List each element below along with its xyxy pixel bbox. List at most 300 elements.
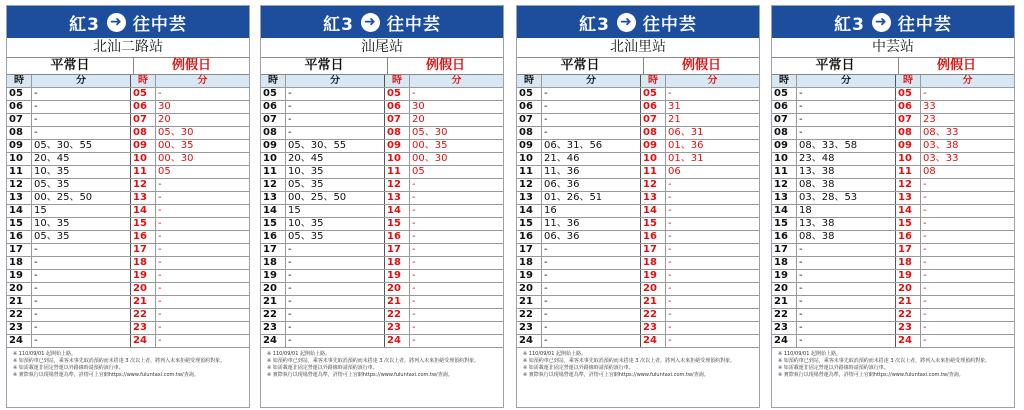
weekday-hour: 07 <box>772 114 797 127</box>
holiday-hour: 16 <box>641 231 666 244</box>
holiday-minutes: - <box>410 192 504 205</box>
schedule-row <box>261 309 503 322</box>
schedule-row <box>772 205 1014 218</box>
schedule-row <box>517 231 759 244</box>
notes-section <box>13 351 245 379</box>
holiday-minutes: 30 <box>156 101 250 114</box>
schedule-row <box>7 335 249 348</box>
holiday-hour: 12 <box>896 179 921 192</box>
schedule-row <box>261 140 503 153</box>
notes-section <box>523 351 755 379</box>
weekday-minutes: 13、38 <box>797 166 896 179</box>
holiday-hour: 11 <box>385 166 410 179</box>
holiday-minutes: - <box>156 205 250 218</box>
note-line: ※ 如預約車已到站，乘客未事先取消預約而未搭達 3 次以上者，將列入未來拒絕受理預約對象。 <box>778 358 991 364</box>
holiday-hour-header: 時 <box>385 75 410 88</box>
weekday-hour: 07 <box>517 114 542 127</box>
arrow-right-icon: ➜ <box>361 13 380 32</box>
schedule-row <box>772 309 1014 322</box>
weekday-minute-header: 分 <box>797 75 896 88</box>
holiday-hour: 17 <box>896 244 921 257</box>
holiday-minutes: - <box>156 296 250 309</box>
weekday-minutes: - <box>286 270 385 283</box>
holiday-hour: 10 <box>385 153 410 166</box>
schedule-row <box>517 205 759 218</box>
day-type-row <box>772 58 1014 75</box>
holiday-label: 例假日 <box>425 58 465 73</box>
note-line: ※ 如需載運非固定營運以外路線時請預約該行車。 <box>13 365 124 371</box>
holiday-hour: 13 <box>896 192 921 205</box>
route-direction: 往中芸 <box>642 14 697 35</box>
weekday-hour: 17 <box>261 244 286 257</box>
schedule-row <box>261 335 503 348</box>
weekday-minutes: - <box>286 335 385 348</box>
note-line: ※ 110/09/01 起開始上路。 <box>267 351 331 357</box>
holiday-minutes: - <box>666 257 760 270</box>
holiday-minutes: 23 <box>921 114 1015 127</box>
holiday-minutes: 05、30 <box>410 127 504 140</box>
weekday-minutes: 18 <box>797 205 896 218</box>
weekday-minutes: - <box>32 270 131 283</box>
weekday-minutes: - <box>32 244 131 257</box>
weekday-hour: 18 <box>517 257 542 270</box>
weekday-hour: 08 <box>261 127 286 140</box>
holiday-minute-header: 分 <box>921 75 1015 88</box>
schedule-row <box>261 283 503 296</box>
schedule-table <box>261 75 503 348</box>
note-line: ※ 如需載運非固定營運以外路線時請預約該行車。 <box>267 365 378 371</box>
weekday-hour: 24 <box>517 335 542 348</box>
holiday-hour: 17 <box>641 244 666 257</box>
holiday-minutes: - <box>410 309 504 322</box>
weekday-minutes: - <box>32 114 131 127</box>
holiday-minutes: - <box>666 296 760 309</box>
holiday-hour: 24 <box>896 335 921 348</box>
weekday-minutes: - <box>32 101 131 114</box>
note-line: ※ 110/09/01 起開始上路。 <box>778 351 842 357</box>
holiday-hour: 05 <box>641 88 666 101</box>
weekday-hour: 12 <box>261 179 286 192</box>
holiday-minutes: - <box>410 296 504 309</box>
schedule-row <box>261 101 503 114</box>
weekday-hour: 17 <box>7 244 32 257</box>
schedule-row <box>772 179 1014 192</box>
holiday-minutes: - <box>921 270 1015 283</box>
weekday-minutes: 08、38 <box>797 179 896 192</box>
route-direction: 往中芸 <box>386 14 441 35</box>
holiday-minutes: 00、35 <box>156 140 250 153</box>
holiday-minutes: - <box>921 335 1015 348</box>
holiday-hour-header: 時 <box>896 75 921 88</box>
schedule-row <box>772 283 1014 296</box>
holiday-minutes: - <box>666 322 760 335</box>
weekday-minutes: - <box>32 283 131 296</box>
weekday-hour: 13 <box>772 192 797 205</box>
holiday-hour: 19 <box>131 270 156 283</box>
holiday-hour: 15 <box>385 218 410 231</box>
schedule-table <box>517 75 759 348</box>
holiday-minutes: - <box>410 335 504 348</box>
holiday-minutes: - <box>410 179 504 192</box>
holiday-hour: 21 <box>385 296 410 309</box>
holiday-minutes: 00、30 <box>156 153 250 166</box>
weekday-minutes: - <box>797 127 896 140</box>
weekday-minutes: - <box>542 88 641 101</box>
schedule-row <box>261 296 503 309</box>
holiday-minutes: - <box>410 244 504 257</box>
weekday-minutes: - <box>32 127 131 140</box>
holiday-minutes: 05 <box>156 166 250 179</box>
weekday-minutes: - <box>797 244 896 257</box>
weekday-hour: 12 <box>7 179 32 192</box>
holiday-minutes: - <box>666 270 760 283</box>
schedule-row <box>7 257 249 270</box>
weekday-hour: 22 <box>517 309 542 322</box>
schedule-table <box>772 75 1014 348</box>
weekday-minutes: - <box>797 296 896 309</box>
holiday-minutes: - <box>921 192 1015 205</box>
weekday-hour: 11 <box>7 166 32 179</box>
holiday-hour: 22 <box>385 309 410 322</box>
holiday-hour: 06 <box>385 101 410 114</box>
holiday-minutes: - <box>666 283 760 296</box>
schedule-row <box>7 309 249 322</box>
weekday-hour: 06 <box>517 101 542 114</box>
weekday-minutes: 05、35 <box>286 179 385 192</box>
weekday-hour: 21 <box>7 296 32 309</box>
schedule-row <box>7 101 249 114</box>
holiday-minutes: 05、30 <box>156 127 250 140</box>
weekday-hour: 10 <box>261 153 286 166</box>
holiday-minutes: - <box>921 322 1015 335</box>
weekday-minutes: - <box>542 283 641 296</box>
holiday-hour: 11 <box>641 166 666 179</box>
holiday-minutes: - <box>666 231 760 244</box>
note-line: ※ 實際執行以現場營運為準，詳情可上官網https://www.fuluntaxi.com.tw/查詢。 <box>523 372 709 378</box>
holiday-minutes: - <box>666 88 760 101</box>
schedule-row <box>517 218 759 231</box>
weekday-hour: 10 <box>772 153 797 166</box>
schedule-table <box>7 75 249 348</box>
holiday-hour: 08 <box>385 127 410 140</box>
holiday-minutes: - <box>666 179 760 192</box>
column-header-row <box>261 75 503 88</box>
schedule-row <box>517 140 759 153</box>
station-name: 汕尾站 <box>261 38 503 58</box>
weekday-minutes: - <box>797 283 896 296</box>
schedule-row <box>517 114 759 127</box>
route-name: 紅3 <box>323 14 354 35</box>
holiday-hour: 07 <box>385 114 410 127</box>
holiday-hour-header: 時 <box>641 75 666 88</box>
weekday-hour: 20 <box>7 283 32 296</box>
weekday-minutes: 10、35 <box>32 218 131 231</box>
weekday-minutes: - <box>542 114 641 127</box>
schedule-row <box>261 88 503 101</box>
weekday-hour: 16 <box>261 231 286 244</box>
weekday-hour: 17 <box>772 244 797 257</box>
weekday-minutes: 16 <box>542 205 641 218</box>
schedule-row <box>772 166 1014 179</box>
holiday-hour: 19 <box>385 270 410 283</box>
weekday-hour: 12 <box>517 179 542 192</box>
day-type-row <box>261 58 503 75</box>
holiday-minutes: - <box>921 179 1015 192</box>
weekday-hour: 20 <box>261 283 286 296</box>
route-name: 紅3 <box>69 14 100 35</box>
holiday-minutes: - <box>156 231 250 244</box>
schedule-row <box>772 218 1014 231</box>
weekday-minutes: 10、35 <box>32 166 131 179</box>
weekday-hour: 14 <box>7 205 32 218</box>
schedule-row <box>7 205 249 218</box>
weekday-hour: 19 <box>261 270 286 283</box>
holiday-minutes: - <box>921 231 1015 244</box>
weekday-hour: 22 <box>261 309 286 322</box>
holiday-hour: 14 <box>385 205 410 218</box>
weekday-minutes: - <box>797 309 896 322</box>
holiday-minutes: - <box>156 88 250 101</box>
weekday-minutes: - <box>542 270 641 283</box>
timetable-panel <box>771 5 1015 408</box>
holiday-minutes: - <box>156 335 250 348</box>
weekday-minutes: - <box>32 88 131 101</box>
holiday-minutes: 20 <box>410 114 504 127</box>
holiday-minutes: - <box>921 205 1015 218</box>
schedule-row <box>772 153 1014 166</box>
weekday-minutes: 06、31、56 <box>542 140 641 153</box>
holiday-minutes: - <box>666 192 760 205</box>
holiday-hour: 13 <box>641 192 666 205</box>
weekday-hour: 14 <box>261 205 286 218</box>
schedule-row <box>772 322 1014 335</box>
holiday-hour: 11 <box>131 166 156 179</box>
weekday-hour: 05 <box>772 88 797 101</box>
notes-section <box>267 351 499 379</box>
schedule-row <box>517 192 759 205</box>
holiday-minutes: 21 <box>666 114 760 127</box>
holiday-hour: 23 <box>896 322 921 335</box>
weekday-minutes: - <box>286 322 385 335</box>
weekday-minutes: - <box>32 322 131 335</box>
holiday-hour: 12 <box>641 179 666 192</box>
schedule-row <box>261 127 503 140</box>
holiday-label: 例假日 <box>936 58 976 73</box>
schedule-row <box>7 322 249 335</box>
holiday-minutes: 00、30 <box>410 153 504 166</box>
weekday-minutes: 05、30、55 <box>286 140 385 153</box>
weekday-minutes: 06、36 <box>542 179 641 192</box>
arrow-right-icon: ➜ <box>107 13 126 32</box>
holiday-minutes: - <box>666 218 760 231</box>
weekday-minutes: - <box>286 296 385 309</box>
holiday-minutes: - <box>921 296 1015 309</box>
holiday-minutes: - <box>156 192 250 205</box>
holiday-minutes: 08、33 <box>921 127 1015 140</box>
schedule-row <box>261 153 503 166</box>
weekday-hour: 21 <box>261 296 286 309</box>
holiday-hour: 12 <box>131 179 156 192</box>
weekday-label: 平常日 <box>772 58 899 74</box>
weekday-hour: 07 <box>7 114 32 127</box>
route-header <box>772 6 1014 38</box>
weekday-hour: 18 <box>261 257 286 270</box>
holiday-minutes: 08 <box>921 166 1015 179</box>
holiday-hour: 07 <box>131 114 156 127</box>
weekday-hour: 14 <box>772 205 797 218</box>
weekday-minutes: - <box>286 309 385 322</box>
weekday-hour: 24 <box>772 335 797 348</box>
holiday-minutes: 30 <box>410 101 504 114</box>
holiday-label: 例假日 <box>171 58 211 73</box>
weekday-minutes: 00、25、50 <box>286 192 385 205</box>
route-name: 紅3 <box>579 14 610 35</box>
weekday-hour: 23 <box>261 322 286 335</box>
holiday-hour: 14 <box>131 205 156 218</box>
schedule-row <box>261 179 503 192</box>
route-header <box>517 6 759 38</box>
weekday-hour: 13 <box>517 192 542 205</box>
schedule-row <box>772 88 1014 101</box>
schedule-row <box>517 101 759 114</box>
holiday-label: 例假日 <box>681 58 721 73</box>
holiday-hour: 17 <box>131 244 156 257</box>
holiday-hour: 22 <box>896 309 921 322</box>
holiday-hour: 22 <box>131 309 156 322</box>
note-line: ※ 如預約車已到站，乘客未事先取消預約而未搭達 3 次以上者，將列入未來拒絕受理預約對象。 <box>267 358 480 364</box>
timetable-panel <box>6 5 250 408</box>
schedule-row <box>772 231 1014 244</box>
weekday-minutes: - <box>286 257 385 270</box>
weekday-hour-header: 時 <box>261 75 286 88</box>
weekday-hour: 15 <box>517 218 542 231</box>
holiday-minutes: - <box>156 244 250 257</box>
schedule-row <box>7 127 249 140</box>
weekday-hour: 05 <box>261 88 286 101</box>
weekday-minutes: - <box>542 296 641 309</box>
weekday-minutes: - <box>286 101 385 114</box>
holiday-hour: 10 <box>131 153 156 166</box>
holiday-minutes: - <box>921 257 1015 270</box>
holiday-minutes: - <box>156 283 250 296</box>
schedule-row <box>261 114 503 127</box>
weekday-hour: 24 <box>261 335 286 348</box>
weekday-minutes: - <box>542 101 641 114</box>
weekday-minutes: 08、38 <box>797 231 896 244</box>
holiday-minutes: - <box>410 270 504 283</box>
weekday-hour: 20 <box>772 283 797 296</box>
schedule-row <box>772 257 1014 270</box>
weekday-minutes: 15 <box>286 205 385 218</box>
weekday-minutes: 05、35 <box>32 231 131 244</box>
holiday-minutes: 00、35 <box>410 140 504 153</box>
weekday-minutes: - <box>286 244 385 257</box>
holiday-minutes: - <box>410 88 504 101</box>
schedule-row <box>7 179 249 192</box>
holiday-hour: 13 <box>131 192 156 205</box>
weekday-hour: 06 <box>261 101 286 114</box>
weekday-minute-header: 分 <box>542 75 641 88</box>
route-header <box>7 6 249 38</box>
timetable-panel <box>516 5 760 408</box>
schedule-row <box>7 218 249 231</box>
schedule-row <box>7 140 249 153</box>
weekday-hour: 19 <box>772 270 797 283</box>
note-line: ※ 如預約車已到站，乘客未事先取消預約而未搭達 3 次以上者，將列入未來拒絕受理預約對象。 <box>523 358 736 364</box>
weekday-minute-header: 分 <box>286 75 385 88</box>
weekday-hour: 11 <box>772 166 797 179</box>
holiday-hour: 09 <box>385 140 410 153</box>
schedule-row <box>517 127 759 140</box>
schedule-row <box>7 296 249 309</box>
weekday-minutes: 13、38 <box>797 218 896 231</box>
note-line: ※ 110/09/01 起開始上路。 <box>13 351 77 357</box>
note-line: ※ 如預約車已到站，乘客未事先取消預約而未搭達 3 次以上者，將列入未來拒絕受理預約對象。 <box>13 358 226 364</box>
weekday-hour: 18 <box>7 257 32 270</box>
weekday-hour: 21 <box>772 296 797 309</box>
weekday-minutes: - <box>32 335 131 348</box>
holiday-hour: 07 <box>896 114 921 127</box>
holiday-hour: 18 <box>385 257 410 270</box>
day-type-row <box>517 58 759 75</box>
holiday-hour: 24 <box>641 335 666 348</box>
holiday-hour: 19 <box>896 270 921 283</box>
schedule-row <box>261 231 503 244</box>
holiday-minutes: - <box>921 218 1015 231</box>
weekday-hour: 19 <box>7 270 32 283</box>
weekday-minutes: - <box>286 88 385 101</box>
holiday-minutes: - <box>666 309 760 322</box>
holiday-hour: 23 <box>385 322 410 335</box>
weekday-hour: 16 <box>7 231 32 244</box>
weekday-hour: 10 <box>7 153 32 166</box>
note-line: ※ 如需載運非固定營運以外路線時請預約該行車。 <box>778 365 889 371</box>
note-line: ※ 110/09/01 起開始上路。 <box>523 351 587 357</box>
holiday-hour: 06 <box>641 101 666 114</box>
weekday-hour: 08 <box>7 127 32 140</box>
schedule-row <box>261 270 503 283</box>
route-name: 紅3 <box>834 14 865 35</box>
holiday-hour: 20 <box>131 283 156 296</box>
holiday-hour: 21 <box>131 296 156 309</box>
weekday-minutes: - <box>542 127 641 140</box>
weekday-hour: 05 <box>7 88 32 101</box>
weekday-minutes: 06、36 <box>542 231 641 244</box>
holiday-hour: 23 <box>131 322 156 335</box>
holiday-minutes: - <box>666 335 760 348</box>
note-line: ※ 實際執行以現場營運為準，詳情可上官網https://www.fuluntaxi.com.tw/查詢。 <box>778 372 964 378</box>
holiday-minutes: - <box>666 205 760 218</box>
weekday-minutes: - <box>797 257 896 270</box>
weekday-minutes: - <box>32 296 131 309</box>
holiday-hour: 17 <box>385 244 410 257</box>
note-line: ※ 實際執行以現場營運為準，詳情可上官網https://www.fuluntaxi.com.tw/查詢。 <box>267 372 453 378</box>
holiday-minutes: - <box>156 322 250 335</box>
weekday-hour-header: 時 <box>772 75 797 88</box>
weekday-hour: 12 <box>772 179 797 192</box>
schedule-row <box>517 257 759 270</box>
day-type-row <box>7 58 249 75</box>
holiday-hour: 06 <box>896 101 921 114</box>
weekday-hour: 24 <box>7 335 32 348</box>
route-direction: 往中芸 <box>132 14 187 35</box>
weekday-hour: 05 <box>517 88 542 101</box>
weekday-hour: 23 <box>7 322 32 335</box>
weekday-minutes: - <box>542 309 641 322</box>
holiday-hour: 20 <box>896 283 921 296</box>
weekday-minutes: 01、26、51 <box>542 192 641 205</box>
weekday-label: 平常日 <box>517 58 644 74</box>
